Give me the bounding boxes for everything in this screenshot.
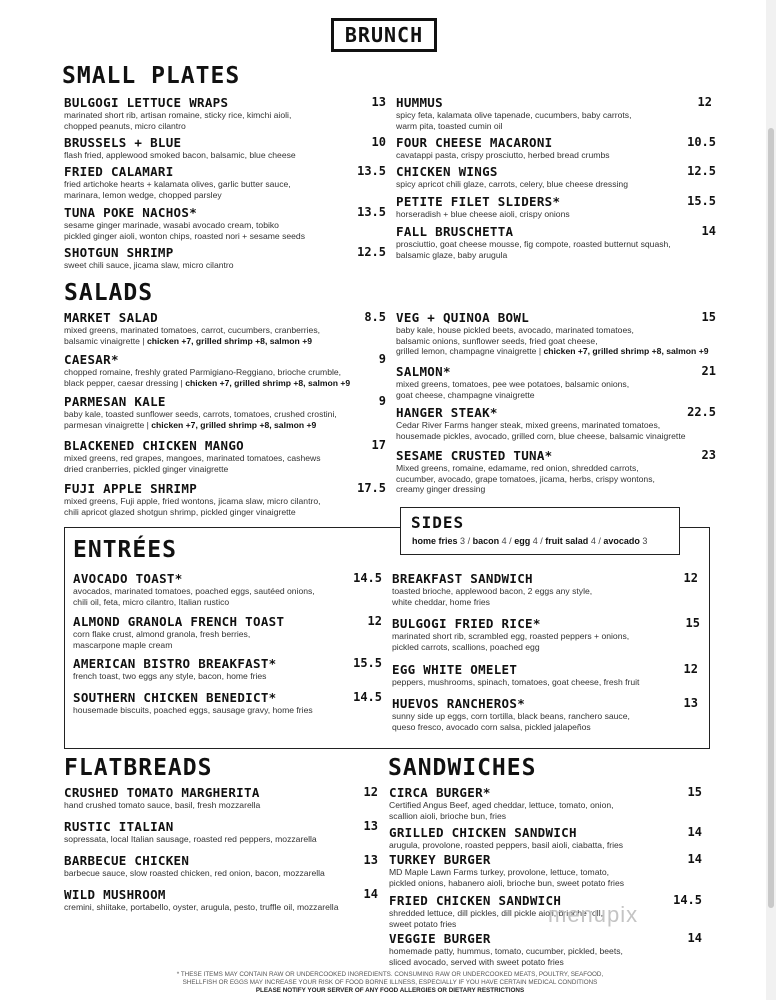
menu-item <box>389 852 702 888</box>
item-name: WILD MUSHROOM <box>64 887 166 902</box>
menu-item <box>64 394 386 430</box>
addons: chicken +7, grilled shrimp +8, salmon +9 <box>146 335 312 346</box>
menu-item <box>396 194 716 220</box>
item-price: 17.5 <box>357 481 386 495</box>
item-price: 14 <box>363 887 378 901</box>
menu-item <box>396 95 712 131</box>
menu-item <box>396 364 716 400</box>
item-price: 21 <box>701 364 716 378</box>
sides-list <box>412 536 647 546</box>
item-name: TUNA POKE NACHOS* <box>64 205 198 220</box>
side-name: avocado <box>603 536 640 546</box>
item-desc: sweet chili sauce, jicama slaw, micro cilantro <box>64 260 234 270</box>
menu-item <box>392 571 698 607</box>
menu-item <box>396 224 716 260</box>
menu-item <box>389 931 702 967</box>
item-desc-text: chopped romaine, freshly grated Parmigiano-Reggiano, brioche crumble, black pepper, caesar dressing | <box>64 367 342 388</box>
item-price: 14 <box>687 852 702 866</box>
item-price: 13 <box>363 853 378 867</box>
addons: chicken +7, grilled shrimp +8, salmon +9 <box>151 419 317 430</box>
item-price: 8.5 <box>364 310 386 324</box>
item-price: 14.5 <box>353 690 382 704</box>
item-desc: avocados, marinated tomatoes, poached eggs, sautéed onions, chili oil, feta, micro cilantro, Italian rustico <box>73 586 315 607</box>
footer-line: SHELLFISH OR EGGS MAY INCREASE YOUR RISK OF FOOD BORNE ILLNESS, ESPECIALLY IF YOU HAVE CERTAIN MEDICAL CONDITIONS <box>182 979 598 986</box>
item-name: BULGOGI LETTUCE WRAPS <box>64 95 229 110</box>
item-name: BARBECUE CHICKEN <box>64 853 190 868</box>
menu-item <box>389 785 702 821</box>
side-name: egg <box>514 536 531 546</box>
item-price: 15 <box>685 616 700 630</box>
item-price: 22.5 <box>687 405 716 419</box>
item-price: 10.5 <box>687 135 716 149</box>
item-price: 9 <box>378 352 386 366</box>
item-name: CHICKEN WINGS <box>396 164 498 179</box>
item-desc: sunny side up eggs, corn tortilla, black beans, ranchero sauce, queso fresco, avocado corn salsa, pickled jalapeños <box>392 711 630 732</box>
item-desc: cavatappi pasta, crispy prosciutto, herbed bread crumbs <box>396 150 610 160</box>
menu-item <box>73 690 382 716</box>
menu-item <box>64 352 386 388</box>
menu-item <box>392 662 698 688</box>
item-desc-text: mixed greens, marinated tomatoes, carrot, cucumbers, cranberries, balsamic vinaigrette | <box>64 325 321 346</box>
sides-box <box>400 507 680 555</box>
separator: / <box>598 536 601 546</box>
side-price: 4 <box>532 536 538 546</box>
side-price: 4 <box>590 536 596 546</box>
sides-title: SIDES <box>411 513 465 532</box>
item-price: 14 <box>687 825 702 839</box>
item-price: 15 <box>701 310 716 324</box>
item-desc: MD Maple Lawn Farms turkey, provolone, lettuce, tomato, pickled onions, habanero aioli, brioche bun, sweet potato fries <box>389 867 625 888</box>
item-desc: horseradish + blue cheese aioli, crispy onions <box>396 209 570 219</box>
menu-item <box>64 245 386 271</box>
item-price: 12 <box>683 662 698 676</box>
item-name: BREAKFAST SANDWICH <box>392 571 533 586</box>
item-desc: shredded lettuce, dill pickles, dill pickle aioli, brioche roll, sweet potato fries <box>389 908 603 929</box>
separator: / <box>467 536 471 546</box>
addons: chicken +7, grilled shrimp +8, salmon +9 <box>543 346 709 356</box>
item-desc <box>64 409 386 430</box>
menu-item <box>64 164 386 200</box>
menu-item <box>64 135 386 161</box>
side-name: bacon <box>472 536 500 546</box>
item-name: FALL BRUSCHETTA <box>396 224 514 239</box>
item-name: BRUSSELS + BLUE <box>64 135 182 150</box>
scrollbar[interactable] <box>766 0 776 1000</box>
item-desc-text: baby kale, toasted sunflower seeds, carrots, tomatoes, crushed crostini, parmesan vinaigrette | <box>64 409 337 430</box>
item-name: SOUTHERN CHICKEN BENEDICT* <box>73 690 277 705</box>
side-name: home fries <box>412 536 458 546</box>
item-desc <box>64 367 386 388</box>
menu-item <box>396 135 716 161</box>
menu-item <box>64 310 386 346</box>
scrollbar-thumb[interactable] <box>768 128 774 908</box>
item-name: BULGOGI FRIED RICE* <box>392 616 541 631</box>
item-name: VEG + QUINOA BOWL <box>396 310 530 325</box>
item-desc: sesame ginger marinade, wasabi avocado cream, tobiko pickled ginger aioli, wonton chips, roasted nori + sesame seeds <box>64 220 305 241</box>
item-desc: barbecue sauce, slow roasted chicken, red onion, bacon, mozzarella <box>64 868 325 878</box>
item-name: AMERICAN BISTRO BREAKFAST* <box>73 656 277 671</box>
item-desc: sopressata, local Italian sausage, roasted red peppers, mozzarella <box>64 834 317 844</box>
item-name: TURKEY BURGER <box>389 852 491 867</box>
item-name: MARKET SALAD <box>64 310 158 325</box>
item-price: 13.5 <box>357 205 386 219</box>
side-name: fruit salad <box>545 536 589 546</box>
item-price: 14.5 <box>673 893 702 907</box>
item-desc <box>396 325 716 357</box>
item-price: 13.5 <box>357 164 386 178</box>
item-name: ALMOND GRANOLA FRENCH TOAST <box>73 614 285 629</box>
item-desc: Cedar River Farms hanger steak, mixed greens, marinated tomatoes, housemade pickles, avocado, grilled corn, blue cheese, balsamic vinaigrette <box>396 420 686 441</box>
item-desc: mixed greens, tomatoes, pee wee potatoes, balsamic onions, goat cheese, champagne vinaigrette <box>396 379 630 400</box>
separator: / <box>509 536 512 546</box>
menu-item <box>396 310 716 357</box>
item-name: FRIED CALAMARI <box>64 164 174 179</box>
menu-item <box>392 616 700 652</box>
item-desc: marinated short rib, artisan romaine, sticky rice, kimchi aioli, chopped peanuts, micro cilantro <box>64 110 292 131</box>
watermark-logo: menupix <box>548 902 639 927</box>
footer-line: * THESE ITEMS MAY CONTAIN RAW OR UNDERCOOKED INGREDIENTS. CONSUMING RAW OR UNDERCOOKED MEATS, POULTRY, SEAFOOD, <box>176 971 604 978</box>
item-name: RUSTIC ITALIAN <box>64 819 174 834</box>
item-name: AVOCADO TOAST* <box>73 571 183 586</box>
footer-line: PLEASE NOTIFY YOUR SERVER OF ANY FOOD ALLERGIES OR DIETARY RESTRICTIONS <box>255 987 525 994</box>
item-price: 12 <box>683 571 698 585</box>
item-price: 13 <box>363 819 378 833</box>
item-desc: peppers, mushrooms, spinach, tomatoes, goat cheese, fresh fruit <box>392 677 640 687</box>
item-price: 12 <box>367 614 382 628</box>
item-desc: cremini, shiitake, portabello, oyster, arugula, pesto, truffle oil, mozzarella <box>64 902 339 912</box>
item-name: SESAME CRUSTED TUNA* <box>396 448 553 463</box>
menu-item <box>396 448 716 495</box>
item-price: 12 <box>363 785 378 799</box>
item-price: 15.5 <box>353 656 382 670</box>
item-name: CRUSHED TOMATO MARGHERITA <box>64 785 260 800</box>
item-desc-text: baby kale, house pickled beets, avocado, marinated tomatoes, balsamic onions, sunflower seeds, fried goat cheese, grilled lemon, champagne vinaigrette | <box>396 325 634 356</box>
side-price: 4 <box>501 536 507 546</box>
item-name: CIRCA BURGER* <box>389 785 491 800</box>
menu-item <box>64 785 378 811</box>
item-desc: spicy apricot chili glaze, carrots, celery, blue cheese dressing <box>396 179 628 189</box>
item-name: HANGER STEAK* <box>396 405 498 420</box>
item-price: 9 <box>378 394 386 408</box>
item-name: PARMESAN KALE <box>64 394 166 409</box>
item-desc <box>64 325 386 346</box>
sandwiches-title: SANDWICHES <box>388 755 537 781</box>
item-desc: homemade patty, hummus, tomato, cucumber, pickled, beets, sliced avocado, served with sweet potato fries <box>389 946 623 967</box>
item-price: 23 <box>701 448 716 462</box>
item-desc: flash fried, applewood smoked bacon, balsamic, blue cheese <box>64 150 296 160</box>
entrees-title: ENTRÉES <box>73 537 177 563</box>
item-name: SHOTGUN SHRIMP <box>64 245 174 260</box>
item-price: 14.5 <box>353 571 382 585</box>
item-name: SALMON* <box>396 364 451 379</box>
item-name: EGG WHITE OMELET <box>392 662 518 677</box>
item-desc: Certified Angus Beef, aged cheddar, lettuce, tomato, onion, scallion aioli, brioche bun, fries <box>389 800 614 821</box>
addons: chicken +7, grilled shrimp +8, salmon +9 <box>185 377 351 388</box>
item-name: BLACKENED CHICKEN MANGO <box>64 438 244 453</box>
separator: / <box>540 536 543 546</box>
item-desc: mixed greens, red grapes, mangoes, marinated tomatoes, cashews dried cranberries, pickled ginger vinaigrette <box>64 453 321 474</box>
item-name: FUJI APPLE SHRIMP <box>64 481 198 496</box>
item-name: GRILLED CHICKEN SANDWICH <box>389 825 577 840</box>
small-plates-title: SMALL PLATES <box>62 63 241 89</box>
item-desc: toasted brioche, applewood bacon, 2 eggs any style, white cheddar, home fries <box>392 586 593 607</box>
menu-item <box>389 825 702 851</box>
item-name: PETITE FILET SLIDERS* <box>396 194 561 209</box>
item-price: 15 <box>687 785 702 799</box>
side-price: 3 <box>460 536 466 546</box>
menu-item <box>396 405 716 441</box>
item-name: HUEVOS RANCHEROS* <box>392 696 526 711</box>
item-desc: spicy feta, kalamata olive tapenade, cucumbers, baby carrots, warm pita, toasted cumin oil <box>396 110 632 131</box>
menu-item <box>64 95 386 131</box>
item-desc: prosciuttio, goat cheese mousse, fig compote, roasted butternut squash, balsamic glaze, baby arugula <box>396 239 671 260</box>
item-price: 10 <box>371 135 386 149</box>
menu-item <box>73 571 382 607</box>
brunch-title: BRUNCH <box>331 18 437 52</box>
item-name: FOUR CHEESE MACARONI <box>396 135 553 150</box>
menu-item <box>64 853 378 879</box>
item-price: 12.5 <box>687 164 716 178</box>
footer-disclaimer <box>140 971 640 995</box>
item-price: 14 <box>701 224 716 238</box>
menu-item <box>396 164 716 190</box>
item-price: 15.5 <box>687 194 716 208</box>
menu-item <box>64 205 386 241</box>
salads-title: SALADS <box>64 280 154 306</box>
menu-item <box>73 614 382 650</box>
menu-item <box>392 696 698 732</box>
item-name: CAESAR* <box>64 352 119 367</box>
flatbreads-title: FLATBREADS <box>64 755 213 781</box>
item-price: 14 <box>687 931 702 945</box>
item-price: 12.5 <box>357 245 386 259</box>
item-desc: hand crushed tomato sauce, basil, fresh mozzarella <box>64 800 261 810</box>
item-name: VEGGIE BURGER <box>389 931 491 946</box>
item-price: 13 <box>683 696 698 710</box>
item-desc: corn flake crust, almond granola, fresh berries, mascarpone maple cream <box>73 629 251 650</box>
menu-item <box>73 656 382 682</box>
item-desc: Mixed greens, romaine, edamame, red onion, shredded carrots, cucumber, avocado, grape tomatoes, jicama, herbs, crispy wontons, creamy ginger dressing <box>396 463 655 494</box>
item-price: 17 <box>371 438 386 452</box>
menu-item <box>64 438 386 474</box>
menu-item <box>64 819 378 845</box>
item-desc: fried artichoke hearts + kalamata olives, garlic butter sauce, marinara, lemon wedge, chopped parsley <box>64 179 291 200</box>
item-desc: housemade biscuits, poached eggs, sausage gravy, home fries <box>73 705 313 715</box>
item-name: HUMMUS <box>396 95 443 110</box>
menu-item <box>389 893 702 929</box>
side-price: 3 <box>642 536 648 546</box>
item-price: 13 <box>371 95 386 109</box>
item-price: 12 <box>697 95 712 109</box>
item-desc: mixed greens, Fuji apple, fried wontons, jicama slaw, micro cilantro, chili apricot glazed shotgun shrimp, pickled ginger vinaigrette <box>64 496 321 517</box>
item-desc: arugula, provolone, roasted peppers, basil aioli, ciabatta, fries <box>389 840 624 850</box>
menu-item <box>64 481 386 517</box>
item-desc: french toast, two eggs any style, bacon, home fries <box>73 671 267 681</box>
item-name: FRIED CHICKEN SANDWICH <box>389 893 562 908</box>
menu-item <box>64 887 378 913</box>
item-desc: marinated short rib, scrambled egg, roasted peppers + onions, pickled carrots, scallions, poached egg <box>392 631 630 652</box>
